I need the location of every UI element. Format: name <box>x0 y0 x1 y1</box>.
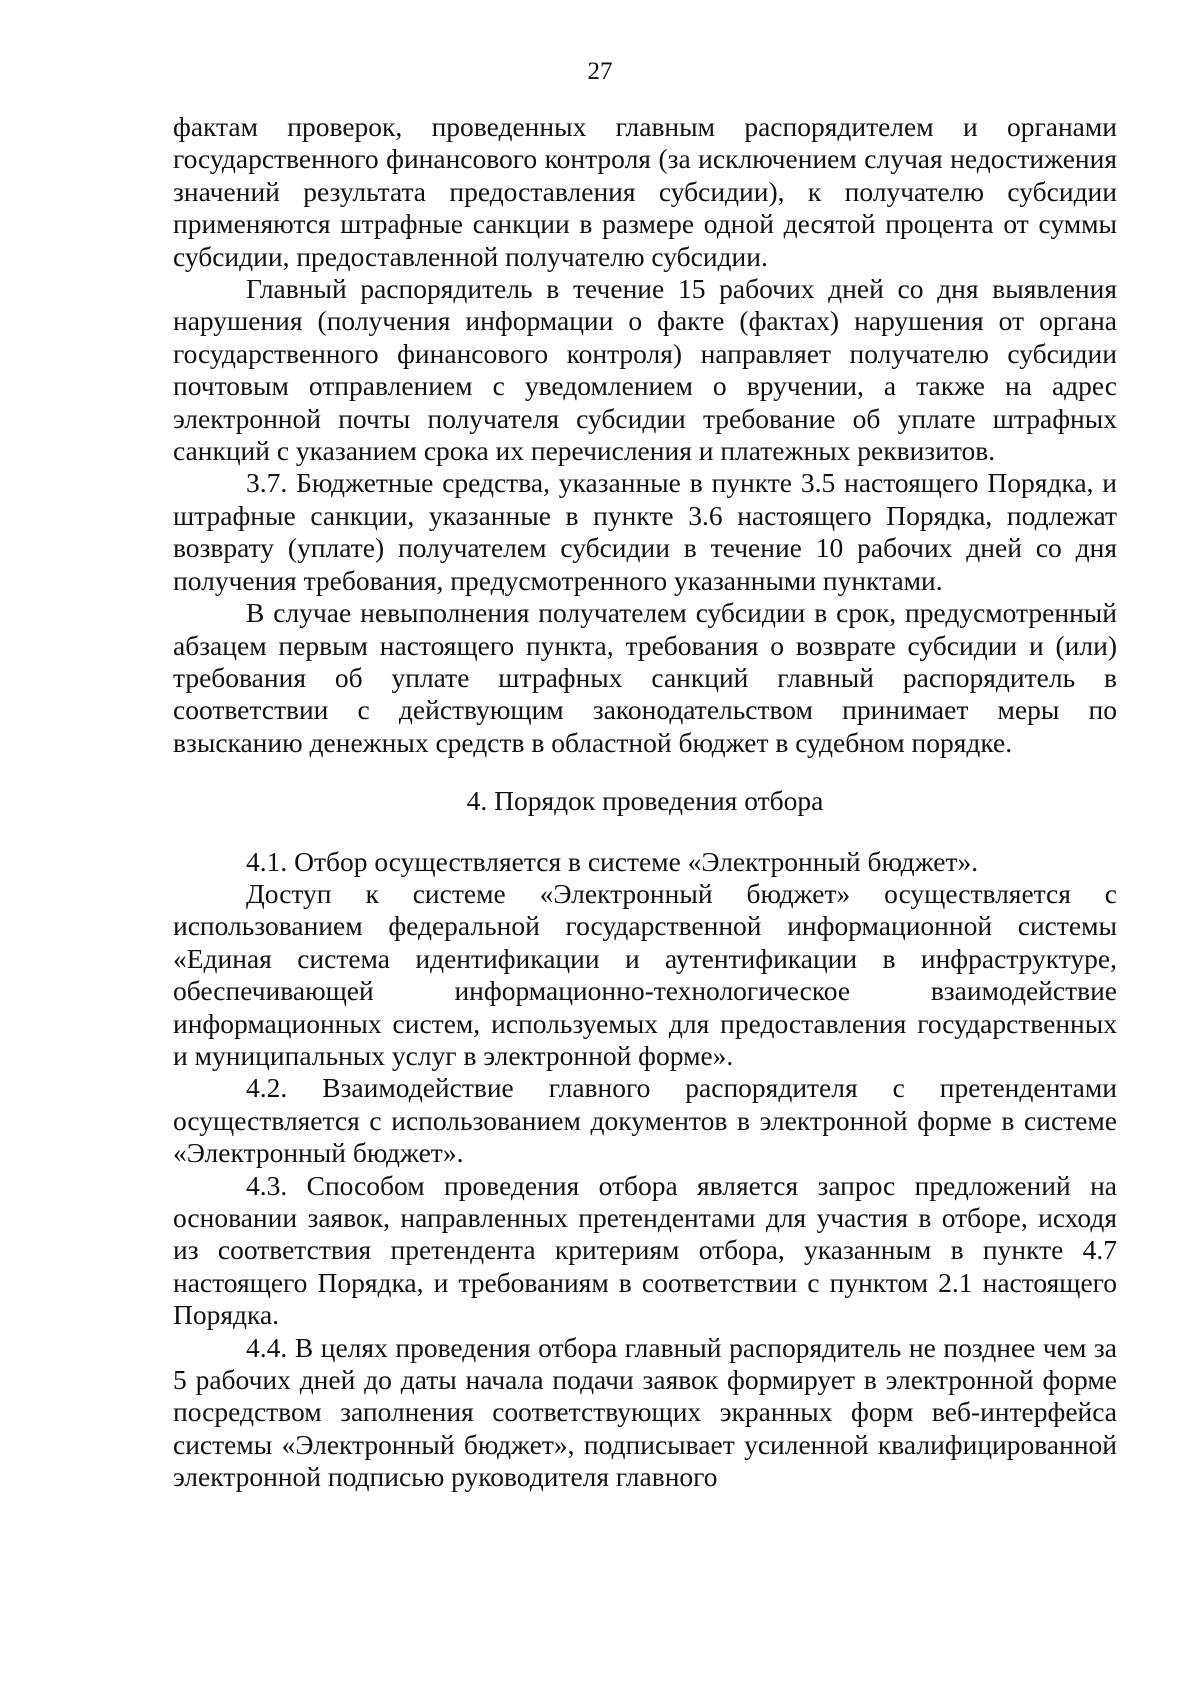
paragraph-continuation: фактам проверок, проведенных главным распорядителем и органами государственного финансового контроля (за исключением случая недостижения значений результата предоставления субсидии), к получателю субсидии применяются штрафные санкции в размере одной десятой процента от суммы субсидии, предоставленной получателю субсидии. <box>173 111 1117 272</box>
section-heading: 4. Порядок проведения отбора <box>466 785 824 817</box>
paragraph-access: Доступ к системе «Электронный бюджет» осуществляется с использованием федеральной государственной информационной системы «Единая система идентификации и аутентификации в инфраструктуре, обеспечивающей информационно-технологическое взаимодействие информационных систем, используемых для предоставления государственных и муниципальных услуг в электронной форме». <box>173 877 1117 1071</box>
paragraph-recovery: В случае невыполнения получателем субсидии в срок, предусмотренный абзацем первым настоящего пункта, требования о возврате субсидии и (или) требования об уплате штрафных санкций главный распорядитель в соответствии с действующим законодательством принимает меры по взысканию денежных средств в областной бюджет в судебном порядке. <box>173 597 1117 758</box>
paragraph-4-1: 4.1. Отбор осуществляется в системе «Электронный бюджет». <box>246 845 979 877</box>
paragraph-penalty-notice: Главный распорядитель в течение 15 рабочих дней со дня выявления нарушения (получения информации о факте (фактах) нарушения от органа государственного финансового контроля) направляет получателю субсидии почтовым отправлением с уведомлением о вручении, а также на адрес электронной почты получателя субсидии требование об уплате штрафных санкций с указанием срока их перечисления и платежных реквизитов. <box>173 273 1117 467</box>
paragraph-4-2: 4.2. Взаимодействие главного распорядителя с претендентами осуществляется с использованием документов в электронной форме в системе «Электронный бюджет». <box>173 1072 1117 1169</box>
page-number: 27 <box>587 58 613 85</box>
document-body <box>173 111 1117 1494</box>
paragraph-4-3: 4.3. Способом проведения отбора является запрос предложений на основании заявок, направленных претендентами для участия в отборе, исходя из соответствия претендента критериям отбора, указанным в пункте 4.7 настоящего Порядка, и требованиям в соответствии с пунктом 2.1 настоящего Порядка. <box>173 1169 1117 1331</box>
paragraph-4-4: 4.4. В целях проведения отбора главный распорядитель не позднее чем за 5 рабочих дней до даты начала подачи заявок формирует в электронной форме посредством заполнения соответствующих экранных форм веб-интерфейса системы «Электронный бюджет», подписывает усиленной квалифицированной электронной подписью руководителя главного <box>173 1331 1117 1493</box>
paragraph-3-7: 3.7. Бюджетные средства, указанные в пункте 3.5 настоящего Порядка, и штрафные санкции, указанные в пункте 3.6 настоящего Порядка, подлежат возврату (уплате) получателем субсидии в течение 10 рабочих дней со дня получения требования, предусмотренного указанными пунктами. <box>173 467 1117 596</box>
